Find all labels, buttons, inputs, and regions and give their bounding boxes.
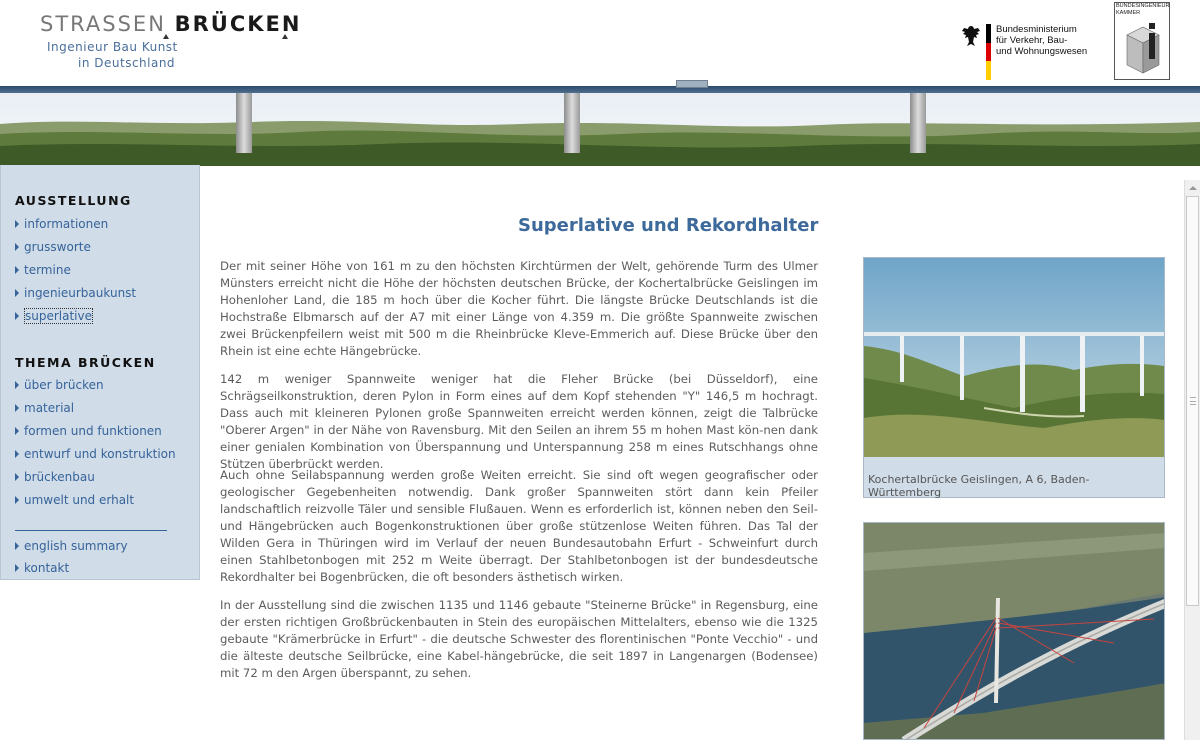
sidebar-item-label: formen und funktionen	[24, 424, 162, 438]
sidebar-item-label: material	[24, 401, 75, 415]
bridge-banner-image	[0, 86, 1200, 166]
sidebar-item-label: superlative	[25, 309, 93, 323]
arrow-right-icon	[15, 266, 19, 274]
bridge-pillar	[564, 93, 580, 153]
content-paragraph: Auch ohne Seilabspannung werden große Weiten erreicht. Sie sind oft wegen geografischer oder geologischer Gegebenheiten notwendig. Dank großer Spannweiten stört dann kein Pfeiler landschaftlich reizvolle Täler und sensible Flußauen. Wenn es erforderlich ist, können neben den Seil- und Hängebrücken auch Bogenkonstruktionen über große stützenlose Weiten führen. Das Tal der Wilden Gera in Thüringen wird im Verlauf der neuen Bundesautobahn Erfurt - Schweinfurt durch einen Stahlbetonbogen mit 252 m Weite überragt. Der Stahlbetonbogen ist der bundesdeutsche Rekordhalter bei Bogenbrücken, die oft besonders ästhetisch wirken.	[220, 468, 818, 584]
figure-caption: Kochertalbrücke Geislingen, A 6, Baden-Württemberg	[868, 473, 1090, 499]
sidebar-item-label: english summary	[24, 539, 128, 553]
ministry-name-line: für Verkehr, Bau-	[996, 35, 1068, 46]
arrow-right-icon	[15, 450, 19, 458]
arrow-right-icon	[15, 542, 19, 550]
ministry-logo[interactable]	[958, 22, 1098, 80]
sidebar-item-ingenieurbaukunst[interactable]	[15, 286, 136, 300]
sidebar-item-informationen[interactable]	[15, 217, 108, 231]
bridge-pillar	[910, 93, 926, 153]
figure-fleher-bruecke[interactable]	[863, 522, 1165, 740]
german-flag-icon	[986, 24, 991, 80]
sidebar-item-brueckenbau[interactable]	[15, 470, 95, 484]
sidebar-item-label: entwurf und konstruktion	[24, 447, 176, 461]
scroll-up-button[interactable]	[1185, 180, 1200, 196]
page-title: Superlative und Rekordhalter	[518, 215, 819, 236]
kammer-name-line: BUNDESINGENIEUR	[1116, 3, 1170, 9]
arrow-right-icon	[15, 312, 19, 320]
vertical-scrollbar[interactable]	[1184, 180, 1200, 740]
ministry-name	[996, 24, 1087, 57]
sidebar-item-label: kontakt	[24, 561, 70, 575]
arrow-right-icon	[15, 564, 19, 572]
sidebar-item-superlative[interactable]	[15, 309, 93, 323]
kammer-name	[1116, 3, 1169, 17]
sidebar-item-label: ingenieurbaukunst	[24, 286, 137, 300]
logo-triangle-icon	[282, 34, 288, 39]
arrow-right-icon	[15, 427, 19, 435]
arrow-right-icon	[15, 243, 19, 251]
banner-landscape	[0, 116, 1200, 166]
ministry-name-line: und Wohnungswesen	[996, 46, 1088, 57]
bridge-pillar	[236, 93, 252, 153]
site-logo[interactable]	[40, 12, 301, 36]
sidebar-item-label: brückenbau	[24, 470, 95, 484]
bridge-deck	[0, 86, 1200, 93]
chevron-up-icon	[1189, 186, 1197, 190]
kochertalbruecke-photo	[864, 258, 1164, 457]
federal-eagle-icon	[960, 24, 982, 46]
content-paragraph: In der Ausstellung sind die zwischen 1135 und 1146 gebaute "Steinerne Brücke" in Regensburg, eine der ersten richtigen Großbrückenbauten in Stein des europäischen Mittelalters, ebenso wie die 1325 gebaute "Krämerbrücke in Erfurt" - die deutsche Schwester des florentinischen "Ponte Vecchio" - und die älteste deutsche Seilbrücke, eine Kabel-hängebrücke, die seit 1897 in Langenargen (Bodensee) mit 72 m den Argen überspannt, zu sehen.	[220, 598, 818, 680]
truck-icon	[676, 80, 708, 88]
sidebar-item-ueber-bruecken[interactable]	[15, 378, 104, 392]
content-paragraph: 142 m weniger Spannweite weniger hat die Fleher Brücke (bei Düsseldorf), eine Schrägseilkonstruktion, deren Pylon in Form eines auf dem Kopf stehenden "Y" 146,5 m hochragt. Dass auch mit kleineren Pylonen große Spannweiten erreicht werden können, zeigt die Talbrücke "Oberer Argen" in der Nähe von Ravensburg. Mit den Seilen an ihrem 55 m hohen Mast kön-nen dank einer genialen Kombination von Überspannung und Unterspannung 258 m eines Rutschhangs ohne Stützen überbrückt werden.	[220, 372, 818, 471]
grip-icon	[1190, 397, 1196, 405]
site-header	[0, 0, 1200, 86]
sidebar-item-label: termine	[24, 263, 71, 277]
fleher-bruecke-photo	[864, 523, 1165, 740]
sidebar-item-grussworte[interactable]	[15, 240, 91, 254]
nav-heading-thema-bruecken: THEMA BRÜCKEN	[15, 355, 156, 370]
sidebar-item-termine[interactable]	[15, 263, 71, 277]
sidebar-item-label: informationen	[24, 217, 109, 231]
arrow-right-icon	[15, 289, 19, 297]
sidebar-nav	[0, 165, 200, 580]
nav-divider	[15, 530, 167, 531]
logo-triangle-icon	[163, 34, 169, 39]
logo-word-bruecken: BRÜCKEN	[174, 12, 302, 36]
nav-heading-ausstellung: AUSSTELLUNG	[15, 193, 132, 208]
sidebar-item-label: umwelt und erhalt	[24, 493, 135, 507]
kammer-cube-icon	[1123, 21, 1163, 75]
logo-word-strassen: STRASSEN	[40, 12, 166, 36]
sidebar-item-label: grussworte	[24, 240, 91, 254]
figure-kochertalbruecke[interactable]	[863, 257, 1165, 498]
sidebar-item-english-summary[interactable]	[15, 539, 128, 553]
scrollbar-thumb[interactable]	[1186, 196, 1199, 606]
arrow-right-icon	[15, 496, 19, 504]
arrow-right-icon	[15, 404, 19, 412]
arrow-right-icon	[15, 220, 19, 228]
arrow-right-icon	[15, 473, 19, 481]
sidebar-item-umwelt-und-erhalt[interactable]	[15, 493, 134, 507]
arrow-right-icon	[15, 381, 19, 389]
logo-subtitle-line2: in Deutschland	[78, 56, 176, 70]
content-paragraph: Der mit seiner Höhe von 161 m zu den höchsten Kirchtürmen der Welt, gehörende Turm des Ulmer Münsters erreicht nicht die Höhe der höchsten deutschen Brücke, der Kochertalbrücke Geislingen im Hohenloher Land, die 185 m hoch über die Kocher führt. Die längste Brücke Deutschlands ist die Hochstraße Elbmarsch auf der A7 mit einer Länge von 4.359 m. Die größte Spannweite zwischen zwei Brückenpfeilern weist mit 500 m die Rheinbrücke Kleve-Emmerich auf. Diese Brücke über den Rhein ist eine echte Hängebrücke.	[220, 259, 818, 358]
sidebar-item-kontakt[interactable]	[15, 561, 69, 575]
sidebar-item-label: über brücken	[24, 378, 104, 392]
sidebar-item-material[interactable]	[15, 401, 74, 415]
ministry-name-line: Bundesministerium	[996, 24, 1077, 35]
ingenieurkammer-logo[interactable]	[1114, 2, 1170, 80]
kammer-name-line: KAMMER	[1116, 10, 1141, 16]
sidebar-item-entwurf-und-konstruktion[interactable]	[15, 447, 176, 461]
logo-subtitle-line1: Ingenieur Bau Kunst	[47, 40, 178, 54]
sidebar-item-formen-und-funktionen[interactable]	[15, 424, 162, 438]
